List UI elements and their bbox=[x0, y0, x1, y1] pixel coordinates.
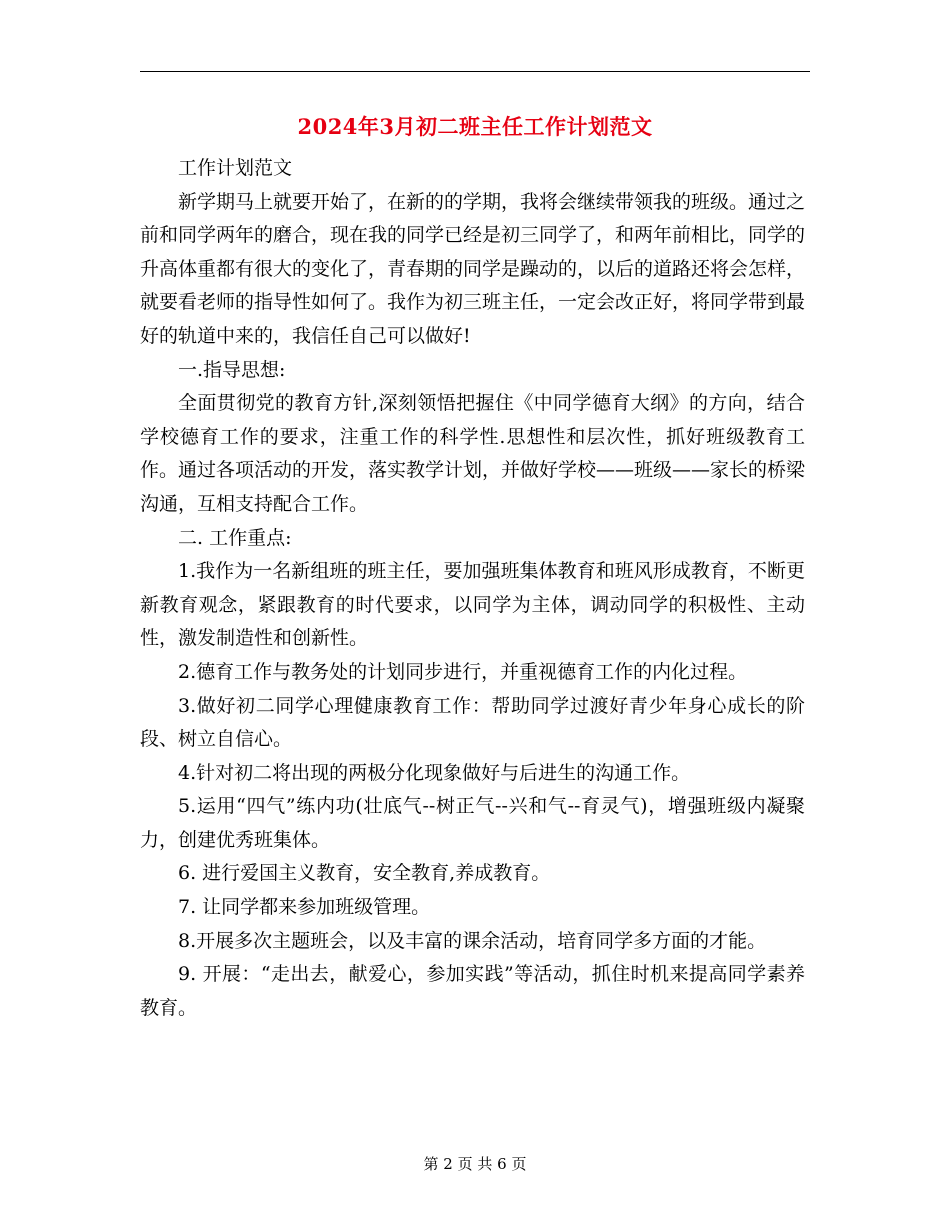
header-rule bbox=[140, 71, 810, 72]
list-item: 2.德育工作与教务处的计划同步进行，并重视德育工作的内化过程。 bbox=[178, 660, 748, 683]
list-item: 9. 开展：“走出去，献爱心，参加实践”等活动，抓住时机来提高同学素养教育。 bbox=[140, 963, 805, 1019]
section-heading-guiding-thought: 一.指导思想: bbox=[178, 358, 286, 381]
list-item: 3.做好初二同学心理健康教育工作：帮助同学过渡好青少年身心成长的阶段、树立自信心。 bbox=[140, 694, 805, 751]
paragraph-subtitle: 工作计划范文 bbox=[178, 157, 293, 179]
page-number-footer: 第 2 页 共 6 页 bbox=[423, 1155, 527, 1173]
list-item: 7. 让同学都来参加班级管理。 bbox=[178, 896, 431, 919]
paragraph-intro: 新学期马上就要开始了，在新的的学期，我将会继续带领我的班级。通过之前和同学两年的磨合，现在我的同学已经是初三同学了，和两年前相比，同学的升高体重都有很大的变化了，青春期的同学是躁动的，以后的道路还将会怎样，就要看老师的指导性如何了。我作为初三班主任，一定会改正好，将同学带到最好的轨道中来的，我信任自己可以做好! bbox=[140, 190, 806, 347]
document-body bbox=[140, 152, 805, 1025]
list-item: 4.针对初二将出现的两极分化现象做好与后进生的沟通工作。 bbox=[178, 761, 691, 784]
list-item: 8.开展多次主题班会，以及丰富的课余活动，培育同学多方面的才能。 bbox=[178, 929, 767, 952]
section-heading-work-focus: 二. 工作重点: bbox=[178, 526, 292, 549]
list-item: 1.我作为一名新组班的班主任，要加强班集体教育和班风形成教育，不断更新教育观念，紧跟教育的时代要求，以同学为主体，调动同学的积极性、主动性，激发制造性和创新性。 bbox=[140, 560, 805, 650]
paragraph-guiding-thought: 全面贯彻党的教育方针,深刻领悟把握住《中同学德育大纲》的方向，结合学校德育工作的要求，注重工作的科学性.思想性和层次性，抓好班级教育工作。通过各项活动的开发，落实教学计划，并做好学校——班级——家长的桥梁沟通，互相支持配合工作。 bbox=[140, 392, 806, 515]
document-title: 2024年3月初二班主任工作计划范文 bbox=[297, 114, 653, 139]
list-item: 6. 进行爱国主义教育，安全教育,养成教育。 bbox=[178, 862, 551, 885]
list-item: 5.运用“四气”练内功(壮底气--树正气--兴和气--育灵气)，增强班级内凝聚力，创建优秀班集体。 bbox=[140, 795, 805, 851]
